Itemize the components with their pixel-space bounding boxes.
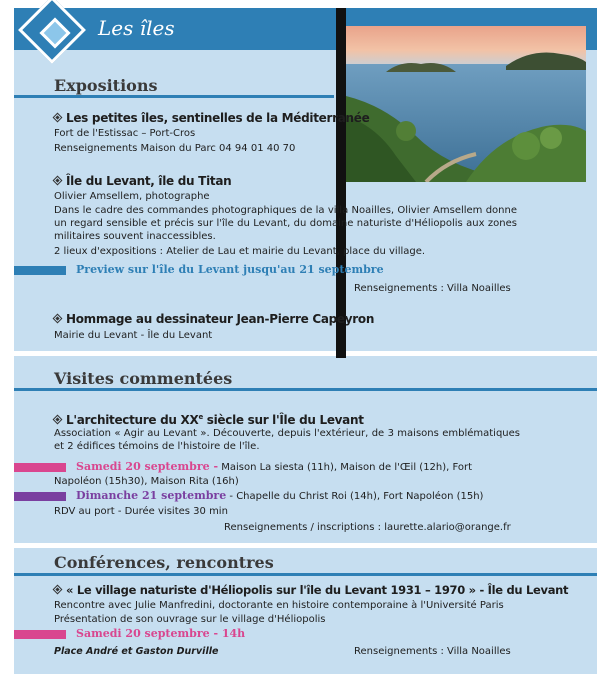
visit-date-saturday: Samedi 20 septembre - Maison La siesta (11h), Maison de l'Œil (12h), Fort — [76, 460, 473, 473]
exhibit-info: Renseignements Maison du Parc 04 94 01 40 70 — [54, 143, 296, 154]
purple-marker — [14, 492, 66, 501]
diamond-bullet-icon — [53, 176, 63, 186]
exhibit-title: Les petites îles, sentinelles de la Méditerranée — [54, 112, 369, 125]
island-photo — [346, 26, 586, 182]
conference-place: Place André et Gaston Durville — [54, 646, 219, 657]
exhibit-title: Île du Levant, île du Titan — [54, 175, 231, 188]
pink-marker — [14, 463, 66, 472]
diamond-bullet-icon — [53, 585, 63, 595]
section-rule — [14, 388, 597, 391]
exhibit-place: Mairie du Levant - Île du Levant — [54, 330, 213, 341]
pink-marker — [14, 630, 66, 639]
section-heading-expositions: Expositions — [54, 76, 158, 95]
diamond-bullet-icon — [53, 113, 63, 123]
section-heading-conferences: Conférences, rencontres — [54, 553, 274, 572]
diamond-bullet-icon — [53, 415, 63, 425]
black-divider-line — [336, 8, 346, 358]
exhibit-info: Renseignements : Villa Noailles — [354, 283, 511, 294]
preview-date: Preview sur l'île du Levant jusqu'au 21 septembre — [76, 263, 384, 276]
visit-rdv: RDV au port - Durée visites 30 min — [54, 506, 228, 517]
conference-line: Rencontre avec Julie Manfredini, doctorante en histoire contemporaine à l'Université Paris — [54, 600, 504, 611]
exhibit-places: 2 lieux d'expositions : Atelier de Lau et mairie du Levant, place du village. — [54, 246, 426, 257]
visit-date-saturday-cont: Napoléon (15h30), Maison Rita (16h) — [54, 476, 239, 487]
exhibit-title: Hommage au dessinateur Jean-Pierre Capeyron — [54, 313, 374, 326]
blue-marker — [14, 266, 66, 275]
section-heading-visites: Visites commentées — [54, 369, 233, 388]
conference-title: « Le village naturiste d'Héliopolis sur l'île du Levant 1931 – 1970 » - Île du Levant — [54, 584, 568, 597]
conference-line: Présentation de son ouvrage sur le village d'Héliopolis — [54, 614, 326, 625]
section-rule — [14, 95, 334, 98]
conference-date: Samedi 20 septembre - 14h — [76, 627, 246, 640]
visit-date-sunday: Dimanche 21 septembre - Chapelle du Christ Roi (14h), Fort Napoléon (15h) — [76, 489, 484, 502]
visit-title: L'architecture du XXe siècle sur l'Île du Levant — [54, 411, 364, 427]
visit-description: Association « Agir au Levant ». Découverte, depuis l'extérieur, de 3 maisons emblématiques et 2 édifices témoins de l'histoire de l'île. — [54, 428, 520, 452]
visit-info: Renseignements / inscriptions : laurette.alario@orange.fr — [224, 522, 511, 533]
exhibit-place: Fort de l'Estissac – Port-Cros — [54, 128, 196, 139]
diamond-bullet-icon — [53, 314, 63, 324]
section-rule — [14, 573, 597, 576]
exhibit-description: Dans le cadre des commandes photographiques de la villa Noailles, Olivier Amsellem donne un regard sensible et précis sur l'île du Levant, du domaine naturiste d'Héliopolis aux zones militaires souvent inaccessibles. — [54, 205, 517, 242]
conference-info: Renseignements : Villa Noailles — [354, 646, 511, 657]
page-title: Les îles — [98, 16, 175, 40]
exhibit-author: Olivier Amsellem, photographe — [54, 191, 210, 202]
